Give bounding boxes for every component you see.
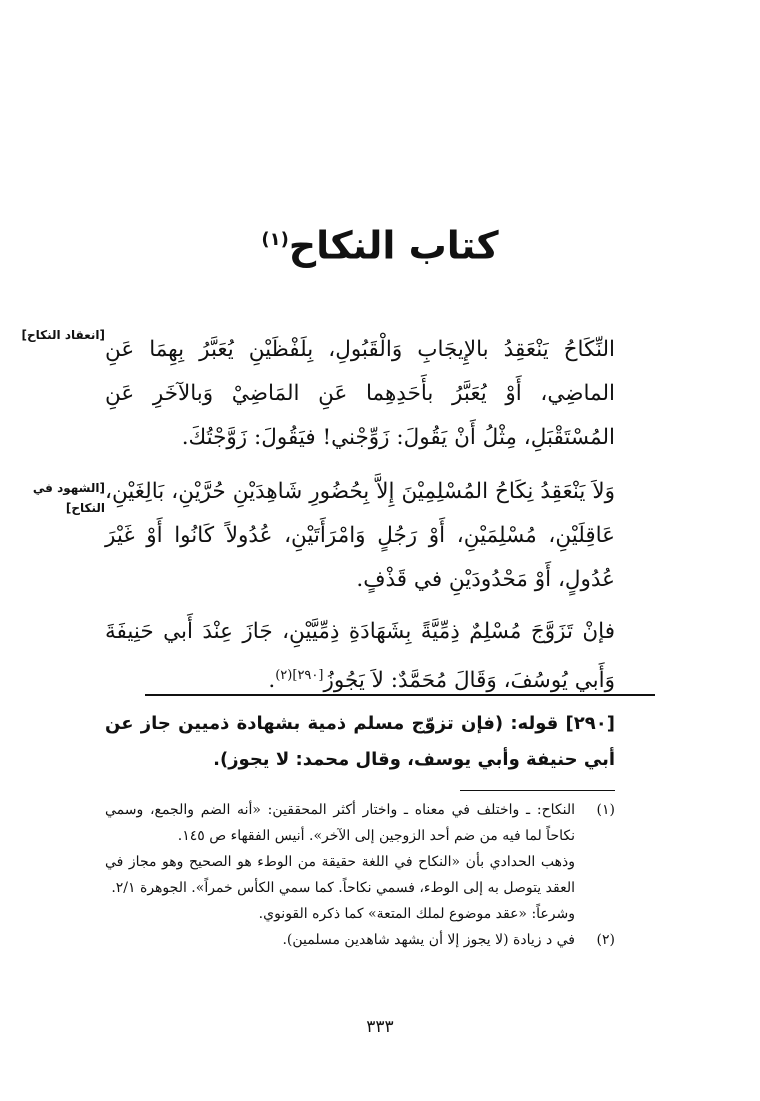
footnote-body	[105, 927, 575, 953]
footnote-number: (٢)	[596, 932, 615, 948]
paragraph-3	[105, 610, 615, 703]
main-text-divider	[145, 694, 655, 696]
margin-note-marriage-contract: [انعقاد النكاح]	[21, 328, 105, 342]
chapter-title	[0, 210, 760, 276]
paragraph-3-end: .	[268, 668, 276, 694]
footnote-divider	[460, 790, 615, 791]
page-number: ٣٣٣	[366, 1017, 394, 1037]
footnote-1	[105, 797, 615, 927]
footnotes	[105, 797, 615, 953]
footnote-line: وذهب الحدادي بأن «النكاح في اللغة حقيقة من الوطء هو الصحيح وهو مجاز في العقد يتوصل به إلى الوطء، فسمي نكاحاً. كما سمي الكأس خمراً». الجوهرة ٢/١.	[105, 854, 575, 896]
footnote-body	[105, 797, 575, 927]
footnote-line: في د زيادة (لا يجوز إلا أن يشهد شاهدين مسلمين).	[282, 932, 575, 948]
chapter-title-text: كتاب النكاح	[288, 223, 499, 268]
margin-note-witnesses: [الشهود في النكاح]	[32, 481, 105, 515]
chapter-title-footnote-ref: (١)	[261, 229, 289, 250]
paragraph-1: النِّكَاحُ يَنْعَقِدُ بالإِيجَابِ وَالْقَبُولِ، بِلَفْظَيْنِ يُعَبَّرُ بِهِمَا عَنِ الماضِي، أَوْ يُعَبَّرُ بأَحَدِهِما عَنِ المَاضِيْ وَبالآخَرِ عَنِ المُسْتَقْبَلِ، مِثْلُ أَنْ يَقُولَ: زَوِّجْني! فيَقُولَ: زَوَّجْتُكَ.	[105, 337, 615, 450]
paragraph-3-refs: [٢٩٠](٢)	[275, 668, 324, 683]
footnote-line: وشرعاً: «عقد موضوع لملك المتعة» كما ذكره القونوي.	[258, 906, 575, 922]
commentary-block: [٢٩٠] قوله: (فإن تزوّج مسلم ذمية بشهادة ذميين جاز عن أبي حنيفة وأبي يوسف، وقال محمد: لا يجوز).	[105, 713, 615, 770]
paragraph-3-text: فإنْ تَزَوَّجَ مُسْلِمٌ ذِمِّيَّةً بِشَهَادَةِ ذِمِّيَّيْنِ، جَازَ عِنْدَ أَبي حَنِيفَةَ وَأَبي يُوسُفَ، وَقَالَ مُحَمَّدٌ: لاَ يَجُوزُ	[105, 619, 615, 694]
footnote-2	[105, 927, 615, 953]
footnote-number: (١)	[596, 802, 615, 818]
paragraph-2: وَلاَ يَنْعَقِدُ نِكَاحُ المُسْلِمِيْنَ إِلاَّ بِحُضُورِ شَاهِدَيْنِ حُرَّيْنِ، بَالِغَيْنِ، عَاقِلَيْنِ، مُسْلِمَيْنِ، أَوْ رَجُلٍ وَامْرَأَتَيْنِ، عُدُولاً كَانُوا أَوْ غَيْرَ عُدُولٍ، أَوْ مَحْدُودَيْنِ في قَذْفٍ.	[105, 479, 615, 592]
footnote-line: النكاح: ـ واختلف في معناه ـ واختار أكثر المحققين: «أنه الضم والجمع، وسمي نكاحاً لما فيه من ضم أحد الزوجين إلى الآخر». أنيس الفقهاء ص ١٤٥.	[105, 802, 575, 844]
